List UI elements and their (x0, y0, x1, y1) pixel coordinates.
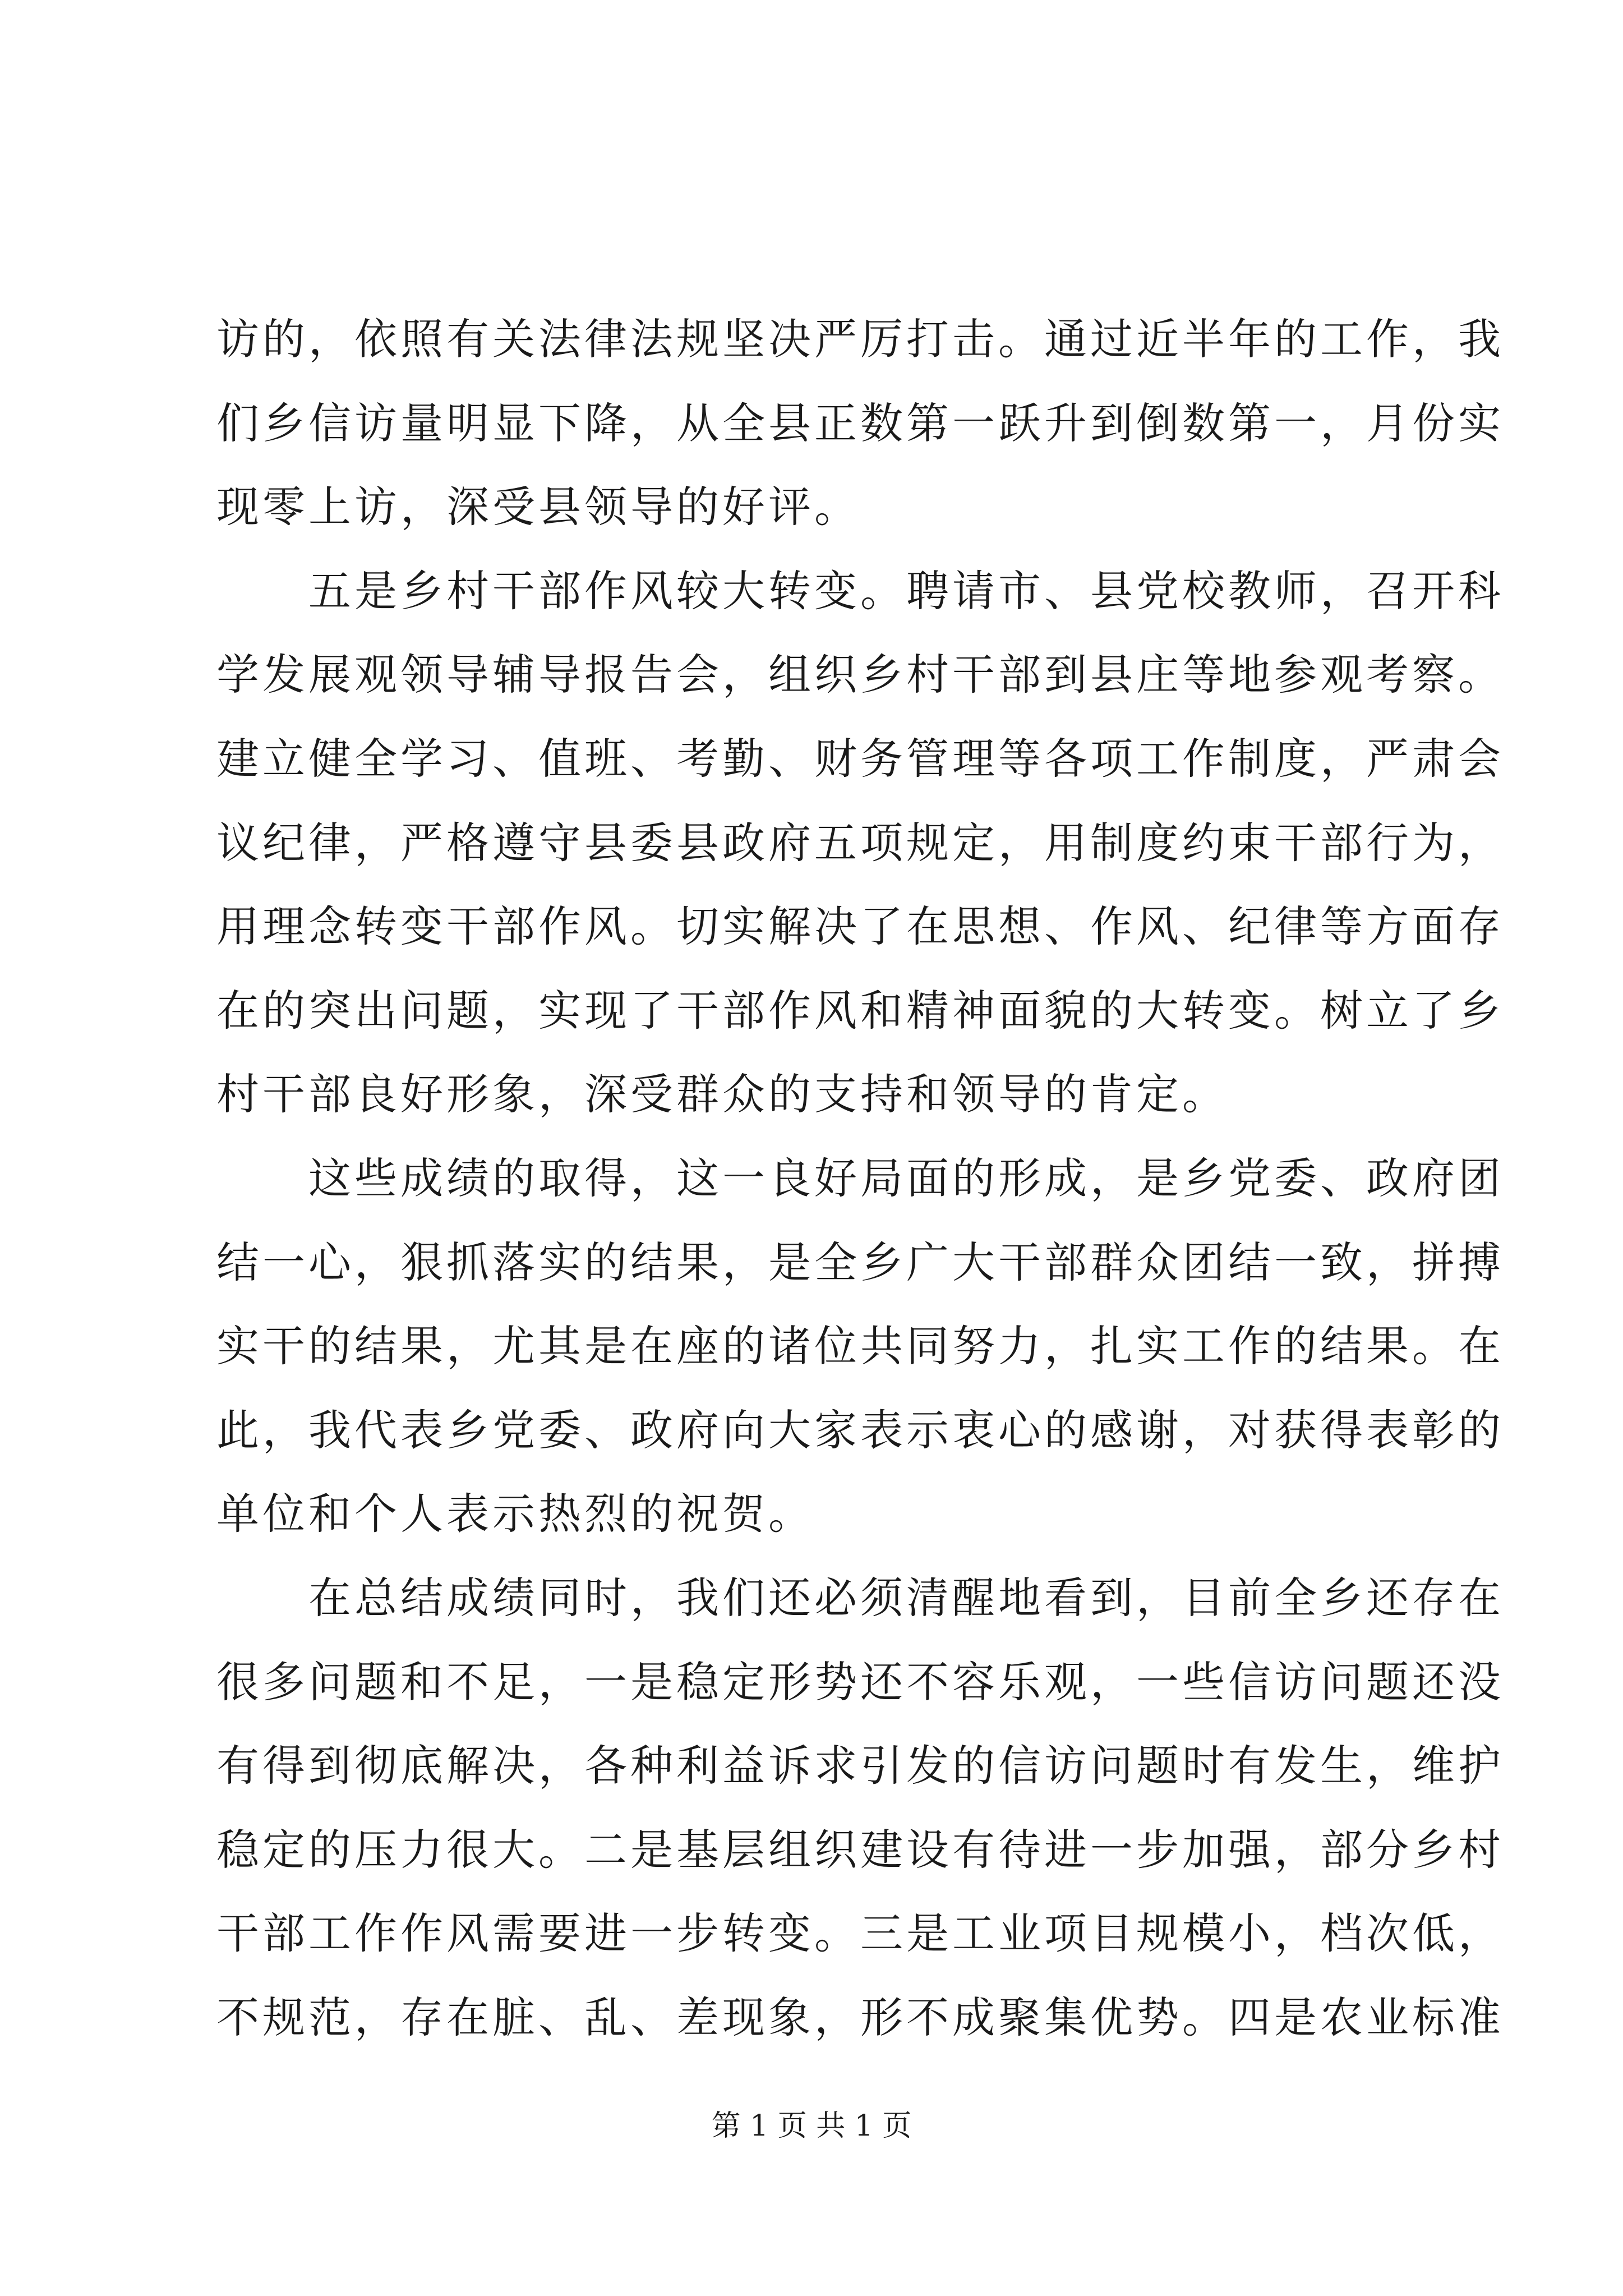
text-line: 议纪律，严格遵守县委县政府五项规定，用制度约束干部行为， (216, 817, 1504, 868)
text-line: 此，我代表乡党委、政府向大家表示衷心的感谢，对获得表彰的 (216, 1405, 1504, 1455)
text-line: 在的突出问题，实现了干部作风和精神面貌的大转变。树立了乡 (216, 985, 1504, 1036)
text-line: 村干部良好形象，深受群众的支持和领导的肯定。 (216, 1069, 1228, 1120)
page-number-footer: 第 1 页 共 1 页 (711, 2109, 912, 2143)
text-line: 单位和个人表示热烈的祝贺。 (216, 1489, 814, 1539)
text-line: 学发展观领导辅导报告会，组织乡村干部到县庄等地参观考察。 (216, 650, 1504, 700)
text-line: 建立健全学习、值班、考勤、财务管理等各项工作制度，严肃会 (216, 733, 1504, 784)
paragraph-first-line: 五是乡村干部作风较大转变。聘请市、县党校教师，召开科 (308, 565, 1504, 616)
text-line: 很多问题和不足，一是稳定形势还不容乐观，一些信访问题还没 (216, 1657, 1504, 1707)
text-line: 结一心，狠抓落实的结果，是全乡广大干部群众团结一致，拼搏 (216, 1237, 1504, 1287)
text-line: 干部工作作风需要进一步转变。三是工业项目规模小，档次低， (216, 1908, 1504, 1959)
text-line: 用理念转变干部作风。切实解决了在思想、作风、纪律等方面存 (216, 901, 1504, 952)
paragraph-first-line: 在总结成绩同时，我们还必须清醒地看到，目前全乡还存在 (308, 1572, 1504, 1623)
paragraph-first-line: 这些成绩的取得，这一良好局面的形成，是乡党委、政府团 (308, 1153, 1504, 1203)
text-line: 不规范，存在脏、乱、差现象，形不成聚集优势。四是农业标准 (216, 1992, 1504, 2042)
text-line: 现零上访，深受县领导的好评。 (216, 482, 860, 532)
text-line: 实干的结果，尤其是在座的诸位共同努力，扎实工作的结果。在 (216, 1321, 1504, 1372)
text-line: 访的，依照有关法律法规坚决严厉打击。通过近半年的工作，我 (216, 314, 1504, 364)
text-line: 有得到彻底解决，各种利益诉求引发的信访问题时有发生，维护 (216, 1741, 1504, 1791)
text-line: 们乡信访量明显下降，从全县正数第一跃升到倒数第一，月份实 (216, 398, 1504, 448)
text-line: 稳定的压力很大。二是基层组织建设有待进一步加强，部分乡村 (216, 1824, 1504, 1875)
document-body (216, 297, 1504, 2059)
